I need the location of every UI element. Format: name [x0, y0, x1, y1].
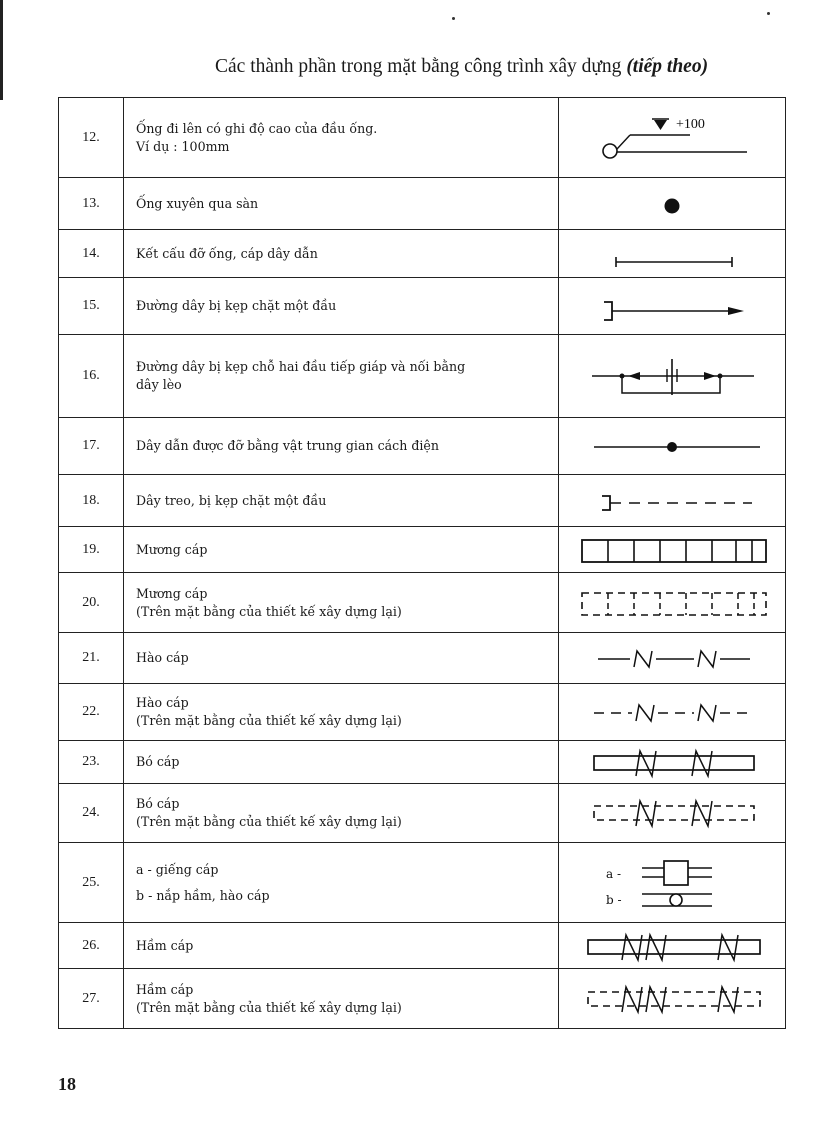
table-row	[59, 843, 786, 923]
row-symbol	[559, 684, 786, 741]
row-number: 24.	[59, 784, 124, 843]
row-description	[124, 418, 559, 475]
row-symbol	[559, 178, 786, 230]
row-number: 19.	[59, 527, 124, 573]
row-symbol	[559, 475, 786, 527]
description-line: Kết cấu đỡ ống, cáp dây dẫn	[136, 245, 318, 261]
table-row	[59, 969, 786, 1029]
row-symbol	[559, 969, 786, 1029]
description-line: (Trên mặt bằng của thiết kế xây dựng lại)	[136, 713, 402, 728]
description-line: Ví dụ : 100mm	[136, 138, 230, 154]
cable-bundle-symbol	[572, 742, 772, 782]
description-line: Dây dẫn được đỡ bằng vật trung gian cách điện	[136, 438, 439, 453]
cable-ditch-redesign-symbol	[572, 690, 772, 734]
row-symbol	[559, 98, 786, 178]
page-title-suffix: (tiếp theo)	[626, 56, 709, 77]
pipe-up-elevation-symbol	[572, 103, 772, 173]
wire-clamped-one-end-symbol	[572, 282, 772, 330]
description-line: Hầm cáp	[136, 981, 194, 997]
cable-ditch-symbol	[572, 637, 772, 679]
row-description	[124, 784, 559, 843]
row-number: 22.	[59, 684, 124, 741]
elevation-label: +100	[676, 116, 705, 132]
row-description	[124, 633, 559, 684]
pipe-through-floor-symbol	[572, 184, 772, 224]
row-number: 13.	[59, 178, 124, 230]
row-symbol	[559, 784, 786, 843]
cable-bundle-redesign-symbol	[572, 791, 772, 835]
row-symbol	[559, 230, 786, 278]
row-number: 21.	[59, 633, 124, 684]
symbol-label-a: a -	[606, 866, 622, 881]
row-symbol	[559, 633, 786, 684]
row-number: 20.	[59, 573, 124, 633]
scan-margin-line	[0, 0, 3, 100]
row-symbol	[559, 573, 786, 633]
row-description	[124, 335, 559, 418]
cable-tunnel-symbol	[572, 926, 772, 966]
table-row	[59, 784, 786, 843]
scan-speck	[767, 12, 770, 15]
row-number: 14.	[59, 230, 124, 278]
table-row	[59, 741, 786, 784]
cable-trench-symbol	[572, 530, 772, 570]
description-line: Bó cáp	[136, 754, 180, 769]
description-line: (Trên mặt bằng của thiết kế xây dựng lại)	[136, 814, 402, 829]
symbol-label-b: b -	[606, 892, 622, 907]
row-number: 15.	[59, 278, 124, 335]
row-number: 17.	[59, 418, 124, 475]
description-line: Mương cáp	[136, 541, 208, 557]
wire-clamped-both-ends-symbol	[572, 341, 772, 411]
table-row	[59, 573, 786, 633]
table-row	[59, 923, 786, 969]
row-description	[124, 278, 559, 335]
description-line: Đường dây bị kẹp chặt một đầu	[136, 298, 337, 313]
description-line: Hầm cáp	[136, 937, 194, 953]
table-row	[59, 418, 786, 475]
row-symbol	[559, 335, 786, 418]
table-row	[59, 527, 786, 573]
table-row	[59, 684, 786, 741]
cable-tunnel-redesign-symbol	[572, 977, 772, 1021]
cable-well-and-cover-symbol	[572, 848, 772, 918]
row-description	[124, 527, 559, 573]
description-line: (Trên mặt bằng của thiết kế xây dựng lại)	[136, 603, 402, 619]
wire-insulator-symbol	[572, 422, 772, 470]
description-line: Dây treo, bị kẹp chặt một đầu	[136, 492, 327, 508]
row-description	[124, 573, 559, 633]
row-symbol	[559, 278, 786, 335]
table-row	[59, 335, 786, 418]
page-title-text: Các thành phần trong mặt bằng công trình xây dựng	[215, 56, 622, 77]
table-row	[59, 633, 786, 684]
table-row	[59, 278, 786, 335]
description-line: Hào cáp	[136, 650, 189, 665]
row-number: 23.	[59, 741, 124, 784]
row-description	[124, 741, 559, 784]
description-line: Bó cáp	[136, 796, 180, 811]
row-symbol	[559, 418, 786, 475]
description-line: Hào cáp	[136, 695, 189, 710]
table-row	[59, 230, 786, 278]
row-number: 27.	[59, 969, 124, 1029]
symbols-table	[58, 97, 786, 1029]
row-description	[124, 178, 559, 230]
hanging-wire-symbol	[572, 479, 772, 523]
description-line: dây lèo	[136, 377, 182, 392]
row-symbol	[559, 843, 786, 923]
row-number: 26.	[59, 923, 124, 969]
description-line: b - nắp hầm, hào cáp	[136, 887, 270, 903]
table-row	[59, 98, 786, 178]
row-number: 25.	[59, 843, 124, 923]
scan-speck	[452, 17, 455, 20]
row-symbol	[559, 527, 786, 573]
description-line: Mương cáp	[136, 585, 208, 601]
row-description	[124, 843, 559, 923]
row-number: 12.	[59, 98, 124, 178]
table-row	[59, 475, 786, 527]
row-description	[124, 475, 559, 527]
row-symbol	[559, 923, 786, 969]
description-line: Ống xuyên qua sàn	[136, 195, 259, 211]
page-title	[215, 56, 805, 78]
row-description	[124, 923, 559, 969]
description-line: Ống đi lên có ghi độ cao của đầu ống.	[136, 120, 378, 136]
row-symbol	[559, 741, 786, 784]
row-description	[124, 969, 559, 1029]
row-number: 18.	[59, 475, 124, 527]
row-description	[124, 230, 559, 278]
row-number: 16.	[59, 335, 124, 418]
page-number: 18	[58, 1074, 76, 1094]
row-description	[124, 684, 559, 741]
description-line: (Trên mặt bằng của thiết kế xây dựng lại)	[136, 999, 402, 1015]
cable-trench-redesign-symbol	[572, 581, 772, 625]
description-line: Đường dây bị kẹp chỗ hai đầu tiếp giáp và nối bằng	[136, 359, 466, 374]
row-description	[124, 98, 559, 178]
support-structure-symbol	[572, 234, 772, 274]
table-row	[59, 178, 786, 230]
description-line: a - giếng cáp	[136, 861, 219, 877]
